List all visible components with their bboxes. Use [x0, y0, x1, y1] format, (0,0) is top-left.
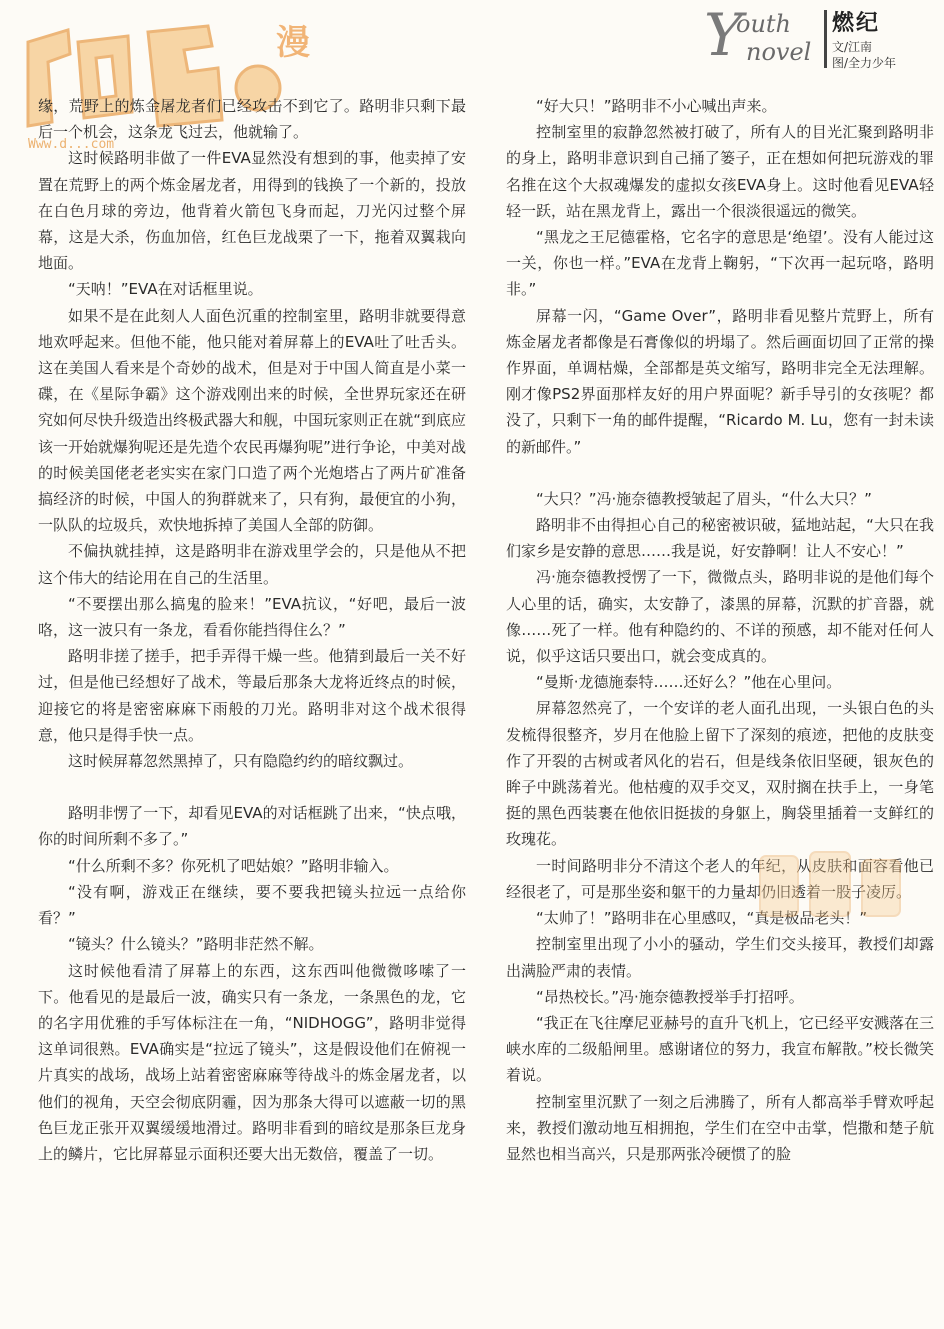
paragraph: 控制室里的寂静忽然被打破了，所有人的目光汇聚到路明非的身上，路明非意识到自己捅了篓子，正在想如何把玩游戏的罪名推在这个大叔魂爆发的虚拟女孩EVA身上。这时他看见EVA轻轻一跃，站在黑龙背上，露出一个很淡很遥远的微笑。: [506, 123, 934, 220]
paragraph: 控制室里出现了小小的骚动，学生们交头接耳，教授们却露出满脸严肃的表情。: [506, 935, 934, 980]
paragraph: “什么所剩不多？你死机了吧姑娘？”路明非输入。: [68, 856, 399, 875]
paragraph: “黑龙之王尼德霍格，它名字的意思是‘绝望’。没有人能过这一关，你也一样。”EVA在龙背上鞠躬，“下次再一起玩咯，路明非。”: [506, 228, 934, 299]
masthead-illustrator: 图/全力少年: [832, 56, 897, 70]
paragraph: 路明非搓了搓手，把手弄得干燥一些。他猜到最后一关不好过，但是他已经想好了战术，等最后那条大龙将近终点的时候，迎接它的将是密密麻麻下雨般的刀光。路明非对这个战术很得意，他只是得手快一点。: [38, 647, 466, 744]
paragraph: “镜头？什么镜头？”路明非茫然不解。: [68, 935, 324, 954]
paragraph: 缘，荒野上的炼金屠龙者们已经攻击不到它了。路明非只剩下最后一个机会，这条龙飞过去，他就输了。: [38, 97, 466, 142]
paragraph: 这时候他看清了屏幕上的东西，这东西叫他微微哆嗦了一下。他看见的是最后一波，确实只有一条龙，一条黑色的龙，它的名字用优雅的手写体标注在一角，“NIDHOGG”，路明非觉得这单词很熟。EVA确实是“拉远了镜头”，这是假设他们在俯视一片真实的战场，战场上站着密密麻麻等待战斗的炼金屠龙者，以他们的视角，天空会彻底阴霾，因为那条大得可以遮蔽一切的黑色巨龙正张开双翼缓缓地滑过。路明非看到的暗纹是那条巨龙身上的鳞片，它比屏幕显示面积还要大出无数倍，覆盖了一切。: [38, 961, 466, 1163]
watermark-stamp: [756, 846, 906, 926]
masthead-script-bottom: novel: [746, 38, 812, 66]
paragraph: 如果不是在此刻人人面色沉重的控制室里，路明非就要得意地欢呼起来。但他不能，他只能对着屏幕上的EVA吐了吐舌头。这在美国人看来是个奇妙的战术，但是对于中国人简直是小菜一碟，在《星际争霸》这个游戏刚出来的时候，全世界玩家还在研究如何尽快升级造出终极武器大和舰，中国玩家则正在就“到底应该一开始就爆狗呢还是先造个农民再爆狗呢”进行争论，中美对战的时候美国佬老老实实在家门口造了两个光炮塔占了两片矿准备搞经济的时候，中国人的狗群就来了，只有狗，最便宜的小狗，一队队的垃圾兵，欢快地拆掉了美国人全部的防御。: [38, 306, 466, 535]
watermark-manga-char: 漫: [276, 23, 310, 63]
paragraph: “曼斯·龙德施泰特……还好么？”他在心里问。: [536, 673, 842, 692]
paragraph: 路明非不由得担心自己的秘密被识破，猛地站起，“大只在我们家乡是安静的意思……我是说，好安静啊！让人不安心！”: [506, 516, 934, 561]
paragraph: “好大只！”路明非不小心喊出声来。: [536, 97, 777, 115]
paragraph: “没有啊，游戏正在继续，要不要我把镜头拉远一点给你看？”: [38, 882, 466, 928]
right-column: [506, 93, 934, 1167]
paragraph: “昂热校长。”冯·施奈德教授举手打招呼。: [536, 987, 804, 1006]
paragraph: 屏幕一闪，“Game Over”，路明非看见整片荒野上，所有炼金屠龙者都像是石膏像似的坍塌了。然后画面切回了正常的操作界面，单调枯燥，全部都是英文缩写，路明非完全无法理解。刚才像PS2界面那样友好的用户界面呢？新手导引的女孩呢？都没了，只剩下一角的邮件提醒，“Ricardo M. Lu，您有一封未读的新邮件。”: [506, 306, 934, 456]
paragraph: 路明非愣了一下，却看见EVA的对话框跳了出来，“快点哦，你的时间所剩不多了。”: [38, 804, 466, 849]
section-gap: [38, 774, 466, 800]
paragraph: 这时候路明非做了一件EVA显然没有想到的事，他卖掉了安置在荒野上的两个炼金屠龙者，用得到的钱换了一个新的，投放在白色月球的旁边，他背着火箭包飞身而起，刀光闪过整个屏幕，这是大杀，伤血加倍，红色巨龙战栗了一下，拖着双翼栽向地面。: [38, 149, 466, 273]
paragraph: 不偏执就挂掉，这是路明非在游戏里学会的，只是他从不把这个伟大的结论用在自己的生活里。: [38, 542, 466, 587]
section-gap: [506, 460, 934, 486]
left-column: [38, 93, 466, 1167]
masthead-script-top: outh: [736, 10, 792, 38]
watermark-url: Www.d...com: [28, 137, 115, 152]
paragraph: 这时候屏幕忽然黑掉了，只有隐隐约约的暗纹飘过。: [68, 752, 414, 771]
paragraph: “我正在飞往摩尼亚赫号的直升飞机上，它已经平安溅落在三峡水库的二级船闸里。感谢诸位的努力，我宣布解散。”校长微笑着说。: [506, 1013, 934, 1085]
masthead-author: 文/江南: [832, 40, 873, 54]
paragraph: 屏幕忽然亮了，一个安详的老人面孔出现，一头银白色的头发梳得很整齐，岁月在他脸上留下了深刻的痕迹，把他的皮肤变作了开裂的古树或者风化的岩石，但是线条依旧坚硬，银灰色的眸子中跳荡着光。他枯瘦的双手交叉，双肘搁在扶手上，一身笔挺的黑色西装裹在他依旧挺拔的身躯上，胸袋里插着一支鲜红的玫瑰花。: [506, 699, 934, 849]
paragraph: 一时间路明非分不清这个老人的年纪，从皮肤和面容看他已经很老了，可是那坐姿和躯干的力量却仍旧透着一股子凌厉。: [506, 856, 934, 901]
paragraph: “不要摆出那么搞鬼的脸来！”EVA抗议，“好吧，最后一波咯，这一波只有一条龙，看看你能挡得住么？”: [38, 594, 466, 640]
paragraph: 冯·施奈德教授愣了一下，微微点头，路明非说的是他们每个人心里的话，确实，太安静了，漆黑的屏幕，沉默的扩音器，就像……死了一样。他有种隐约的、不详的预感，却不能对任何人说，似乎这话只要出口，就会变成真的。: [506, 568, 934, 666]
masthead-title: 燃纪: [832, 11, 881, 36]
masthead-divider: [824, 10, 827, 68]
masthead: Y outh novel 燃纪 文/江南 图/全力少年: [704, 1, 897, 70]
paragraph: “天呐！”EVA在对话框里说。: [68, 280, 263, 299]
paragraph: “太帅了！”路明非在心里感叹，“真是极品老头！”: [536, 909, 868, 928]
paragraph: 控制室里沉默了一刻之后沸腾了，所有人都高举手臂欢呼起来，教授们激动地互相拥抱，学生们在空中击掌，恺撒和楚子航显然也相当高兴，只是那两张冷硬惯了的脸: [506, 1092, 934, 1163]
paragraph: “大只？”冯·施奈德教授皱起了眉头，“什么大只？”: [536, 489, 872, 508]
